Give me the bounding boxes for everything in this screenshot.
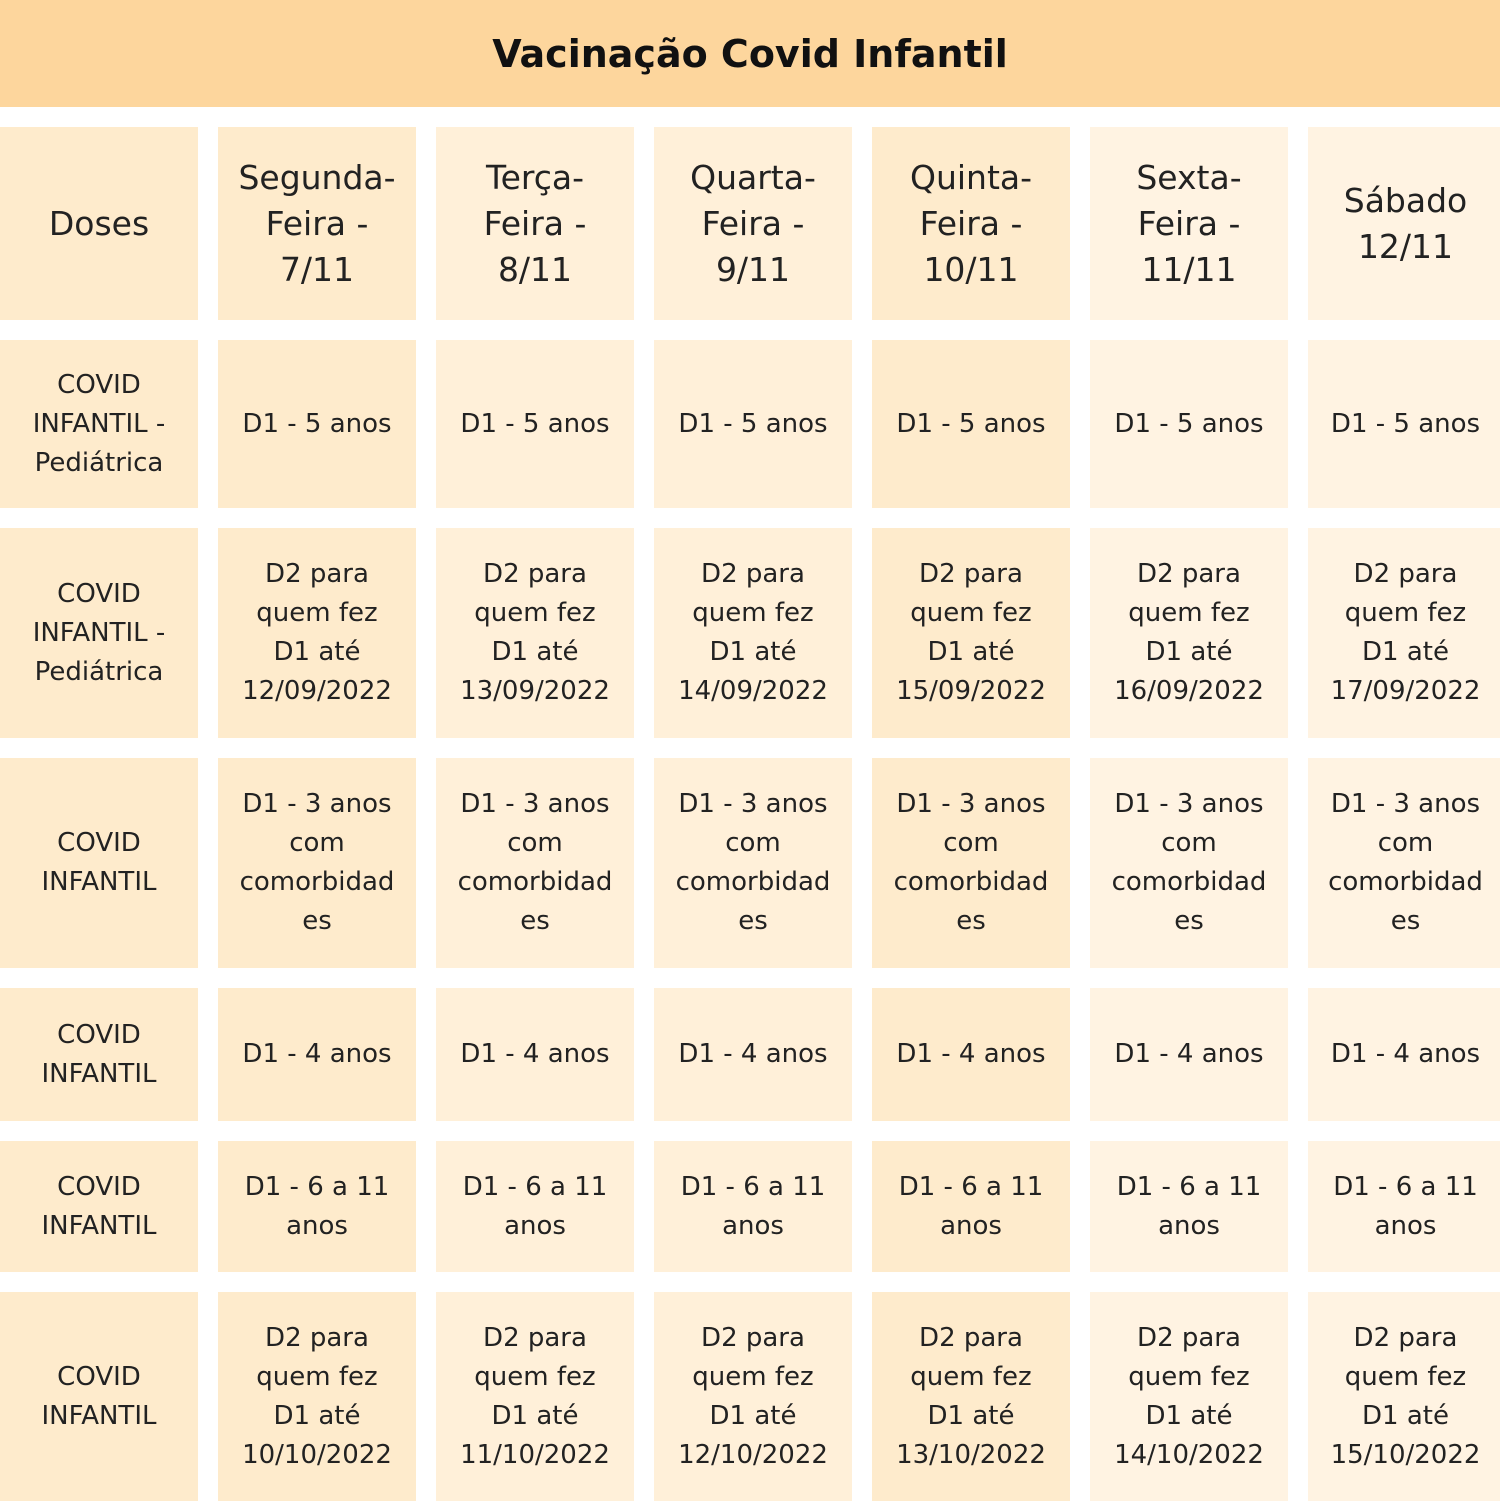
schedule-cell: D2 para quem fez D1 até 14/09/2022 (654, 528, 852, 738)
header-doses: Doses (0, 127, 198, 320)
title-bar (0, 0, 1500, 107)
schedule-cell: D1 - 6 a 11 anos (1308, 1141, 1500, 1272)
dose-label: COVID INFANTIL (0, 758, 198, 968)
schedule-cell: D2 para quem fez D1 até 15/09/2022 (872, 528, 1070, 738)
schedule-cell: D1 - 5 anos (436, 340, 634, 508)
schedule-cell: D1 - 6 a 11 anos (654, 1141, 852, 1272)
schedule-cell: D1 - 4 anos (1090, 988, 1288, 1121)
header-day-friday: Sexta- Feira - 11/11 (1090, 127, 1288, 320)
header-day-monday: Segunda- Feira - 7/11 (218, 127, 416, 320)
schedule-cell: D1 - 3 anos com comorbidad es (1308, 758, 1500, 968)
schedule-cell: D1 - 4 anos (436, 988, 634, 1121)
schedule-cell: D1 - 4 anos (218, 988, 416, 1121)
schedule-table (0, 127, 1500, 1501)
dose-label: COVID INFANTIL (0, 988, 198, 1121)
schedule-cell: D2 para quem fez D1 até 15/10/2022 (1308, 1292, 1500, 1501)
dose-label: COVID INFANTIL (0, 1292, 198, 1501)
schedule-cell: D1 - 4 anos (654, 988, 852, 1121)
header-day-thursday: Quinta- Feira - 10/11 (872, 127, 1070, 320)
dose-label: COVID INFANTIL - Pediátrica (0, 340, 198, 508)
schedule-cell: D1 - 3 anos com comorbidad es (872, 758, 1070, 968)
header-day-wednesday: Quarta- Feira - 9/11 (654, 127, 852, 320)
schedule-cell: D1 - 6 a 11 anos (436, 1141, 634, 1272)
schedule-cell: D2 para quem fez D1 até 13/09/2022 (436, 528, 634, 738)
header-day-saturday: Sábado 12/11 (1308, 127, 1500, 320)
schedule-cell: D1 - 5 anos (1090, 340, 1288, 508)
schedule-cell: D1 - 6 a 11 anos (872, 1141, 1070, 1272)
page-title: Vacinação Covid Infantil (492, 31, 1008, 76)
schedule-cell: D1 - 3 anos com comorbidad es (218, 758, 416, 968)
schedule-cell: D1 - 6 a 11 anos (1090, 1141, 1288, 1272)
schedule-cell: D1 - 5 anos (872, 340, 1070, 508)
schedule-cell: D2 para quem fez D1 até 14/10/2022 (1090, 1292, 1288, 1501)
schedule-cell: D1 - 5 anos (1308, 340, 1500, 508)
schedule-cell: D1 - 5 anos (654, 340, 852, 508)
dose-label: COVID INFANTIL - Pediátrica (0, 528, 198, 738)
schedule-cell: D1 - 3 anos com comorbidad es (1090, 758, 1288, 968)
schedule-cell: D2 para quem fez D1 até 10/10/2022 (218, 1292, 416, 1501)
schedule-cell: D1 - 4 anos (872, 988, 1070, 1121)
schedule-cell: D1 - 5 anos (218, 340, 416, 508)
schedule-cell: D2 para quem fez D1 até 12/10/2022 (654, 1292, 852, 1501)
schedule-cell: D2 para quem fez D1 até 17/09/2022 (1308, 528, 1500, 738)
schedule-cell: D1 - 3 anos com comorbidad es (654, 758, 852, 968)
schedule-cell: D2 para quem fez D1 até 11/10/2022 (436, 1292, 634, 1501)
schedule-cell: D1 - 3 anos com comorbidad es (436, 758, 634, 968)
schedule-cell: D2 para quem fez D1 até 16/09/2022 (1090, 528, 1288, 738)
dose-label: COVID INFANTIL (0, 1141, 198, 1272)
header-day-tuesday: Terça- Feira - 8/11 (436, 127, 634, 320)
schedule-cell: D2 para quem fez D1 até 13/10/2022 (872, 1292, 1070, 1501)
schedule-cell: D1 - 6 a 11 anos (218, 1141, 416, 1272)
schedule-cell: D1 - 4 anos (1308, 988, 1500, 1121)
schedule-cell: D2 para quem fez D1 até 12/09/2022 (218, 528, 416, 738)
